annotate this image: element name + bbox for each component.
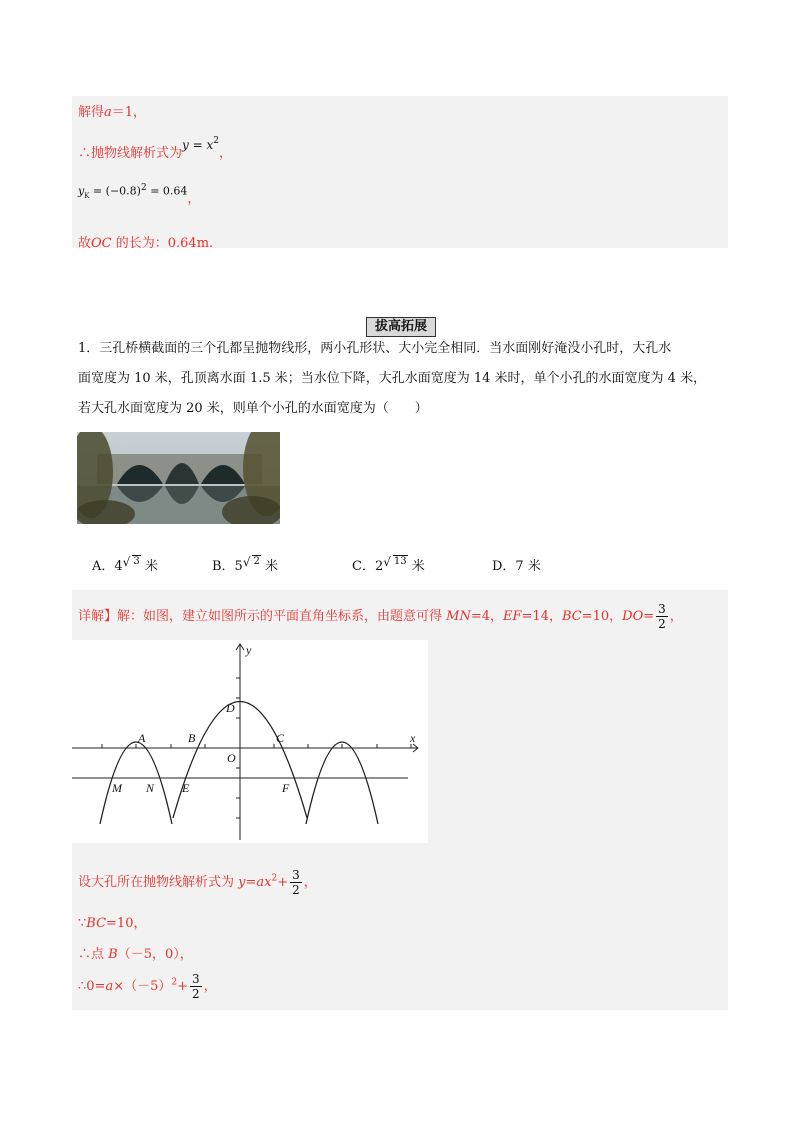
text: ∵ xyxy=(78,916,87,931)
radicand: 2 xyxy=(253,556,260,567)
text: ， xyxy=(187,191,201,207)
var-ef: EF xyxy=(503,609,522,624)
text: + xyxy=(177,979,189,994)
text: ×（－5） xyxy=(113,979,172,994)
label-c: C xyxy=(276,731,285,745)
label-f: F xyxy=(282,781,290,795)
solve-line-3 xyxy=(78,183,200,207)
exponent: 2 xyxy=(140,183,147,193)
option-unit: 米 xyxy=(265,559,279,574)
solution-step-4 xyxy=(78,972,217,1001)
text: =4， xyxy=(470,609,503,624)
label-o: O xyxy=(227,751,236,765)
solution-panel-top xyxy=(72,96,728,248)
denominator: 2 xyxy=(192,987,200,1001)
text: ∴点 xyxy=(78,947,109,962)
option-unit: 米 xyxy=(144,559,158,574)
sqrt-icon: √ xyxy=(122,555,131,569)
var-oc: OC xyxy=(91,236,112,251)
sqrt-icon: √ xyxy=(383,555,391,569)
var-b: B xyxy=(108,947,118,962)
text: ， xyxy=(218,146,232,161)
solution-step-2 xyxy=(78,912,146,931)
section-heading: 拔高拓展 xyxy=(366,317,436,337)
problem-line-2: 面宽度为 10 米，孔顶离水面 1.5 米；当水位下降，大孔水面宽度为 14 米时，单个小孔的水面宽度为 4 米， xyxy=(78,371,707,386)
option-d[interactable] xyxy=(492,555,541,574)
radicand: 13 xyxy=(393,556,407,567)
option-a[interactable] xyxy=(92,555,158,574)
label-x: x xyxy=(410,731,416,745)
text: （－5，0）， xyxy=(117,947,193,962)
text: ∴抛物线解析式为 xyxy=(78,146,183,161)
numerator: 3 xyxy=(292,868,300,882)
fraction xyxy=(290,868,302,897)
solution-step-1 xyxy=(78,868,317,897)
text: ， xyxy=(669,609,683,624)
solve-line-1 xyxy=(78,101,146,120)
option-label: A．4 xyxy=(92,559,123,574)
label-e: E xyxy=(182,781,190,795)
option-label: D．7 米 xyxy=(492,559,541,574)
denominator: 2 xyxy=(292,883,300,897)
text: ∴0= xyxy=(78,979,106,994)
var-a: a xyxy=(105,979,114,994)
fraction xyxy=(190,972,202,1001)
text: ， xyxy=(203,979,217,994)
denominator: 2 xyxy=(658,617,666,631)
text: 解得 xyxy=(78,105,105,120)
text: =10， xyxy=(106,916,147,931)
solution-intro xyxy=(78,602,683,631)
option-label: B．5 xyxy=(212,559,243,574)
option-c[interactable] xyxy=(352,555,425,574)
solution-step-3 xyxy=(78,943,193,962)
text: ， xyxy=(303,875,317,890)
numerator: 3 xyxy=(658,602,666,616)
var-a: a xyxy=(104,105,112,120)
label-b: B xyxy=(188,731,196,745)
fraction xyxy=(656,602,668,631)
text: = xyxy=(643,609,655,624)
right-parabola xyxy=(306,742,378,824)
text: =10， xyxy=(581,609,623,624)
option-unit: 米 xyxy=(411,559,425,574)
left-parabola xyxy=(100,742,172,824)
solve-line-2 xyxy=(78,136,232,161)
bridge-photo xyxy=(77,432,280,524)
bridge-image xyxy=(77,432,280,524)
graph-svg xyxy=(72,640,428,843)
var-bc: BC xyxy=(86,916,107,931)
formula: y xyxy=(78,184,85,198)
text: =14， xyxy=(521,609,562,624)
option-b[interactable] xyxy=(212,555,278,574)
exponent: 2 xyxy=(213,136,219,146)
label-y: y xyxy=(246,643,252,657)
text: 的长为：0.64m. xyxy=(111,236,214,251)
problem-text xyxy=(78,334,728,424)
var-do: DO xyxy=(622,609,644,624)
problem-line-1: 1．三孔桥横截面的三个孔都呈抛物线形，两小孔形状、大小完全相同．当水面刚好淹没小孔时，大孔水 xyxy=(78,341,672,356)
subscript: K xyxy=(84,191,90,200)
label-m: M xyxy=(112,781,122,795)
text: + xyxy=(277,875,289,890)
solve-line-4 xyxy=(78,232,213,251)
exponent: 2 xyxy=(271,873,278,884)
label-d: D xyxy=(226,701,235,715)
var-bc: BC xyxy=(561,609,582,624)
text: 设大孔所在抛物线解析式为 xyxy=(78,875,239,890)
var-mn: MN xyxy=(446,609,471,624)
option-label: C．2 xyxy=(352,559,384,574)
formula: = 0.64 xyxy=(146,184,188,198)
formula: y = x xyxy=(182,138,214,152)
parabola-graph xyxy=(72,640,428,843)
problem-line-3: 若大孔水面宽度为 20 米，则单个小孔的水面宽度为（ ） xyxy=(78,401,428,416)
label-a: A xyxy=(138,731,146,745)
text: 详解】解：如图，建立如图所示的平面直角坐标系，由题意可得 xyxy=(78,609,447,624)
label-n: N xyxy=(146,781,155,795)
text: 故 xyxy=(78,236,92,251)
exponent: 2 xyxy=(171,977,178,988)
formula: = (−0.8) xyxy=(89,184,141,198)
formula: y=ax xyxy=(238,875,272,890)
numerator: 3 xyxy=(192,972,200,986)
text: ＝1， xyxy=(111,105,147,120)
radicand: 3 xyxy=(133,556,140,567)
sqrt-icon: √ xyxy=(242,555,251,569)
